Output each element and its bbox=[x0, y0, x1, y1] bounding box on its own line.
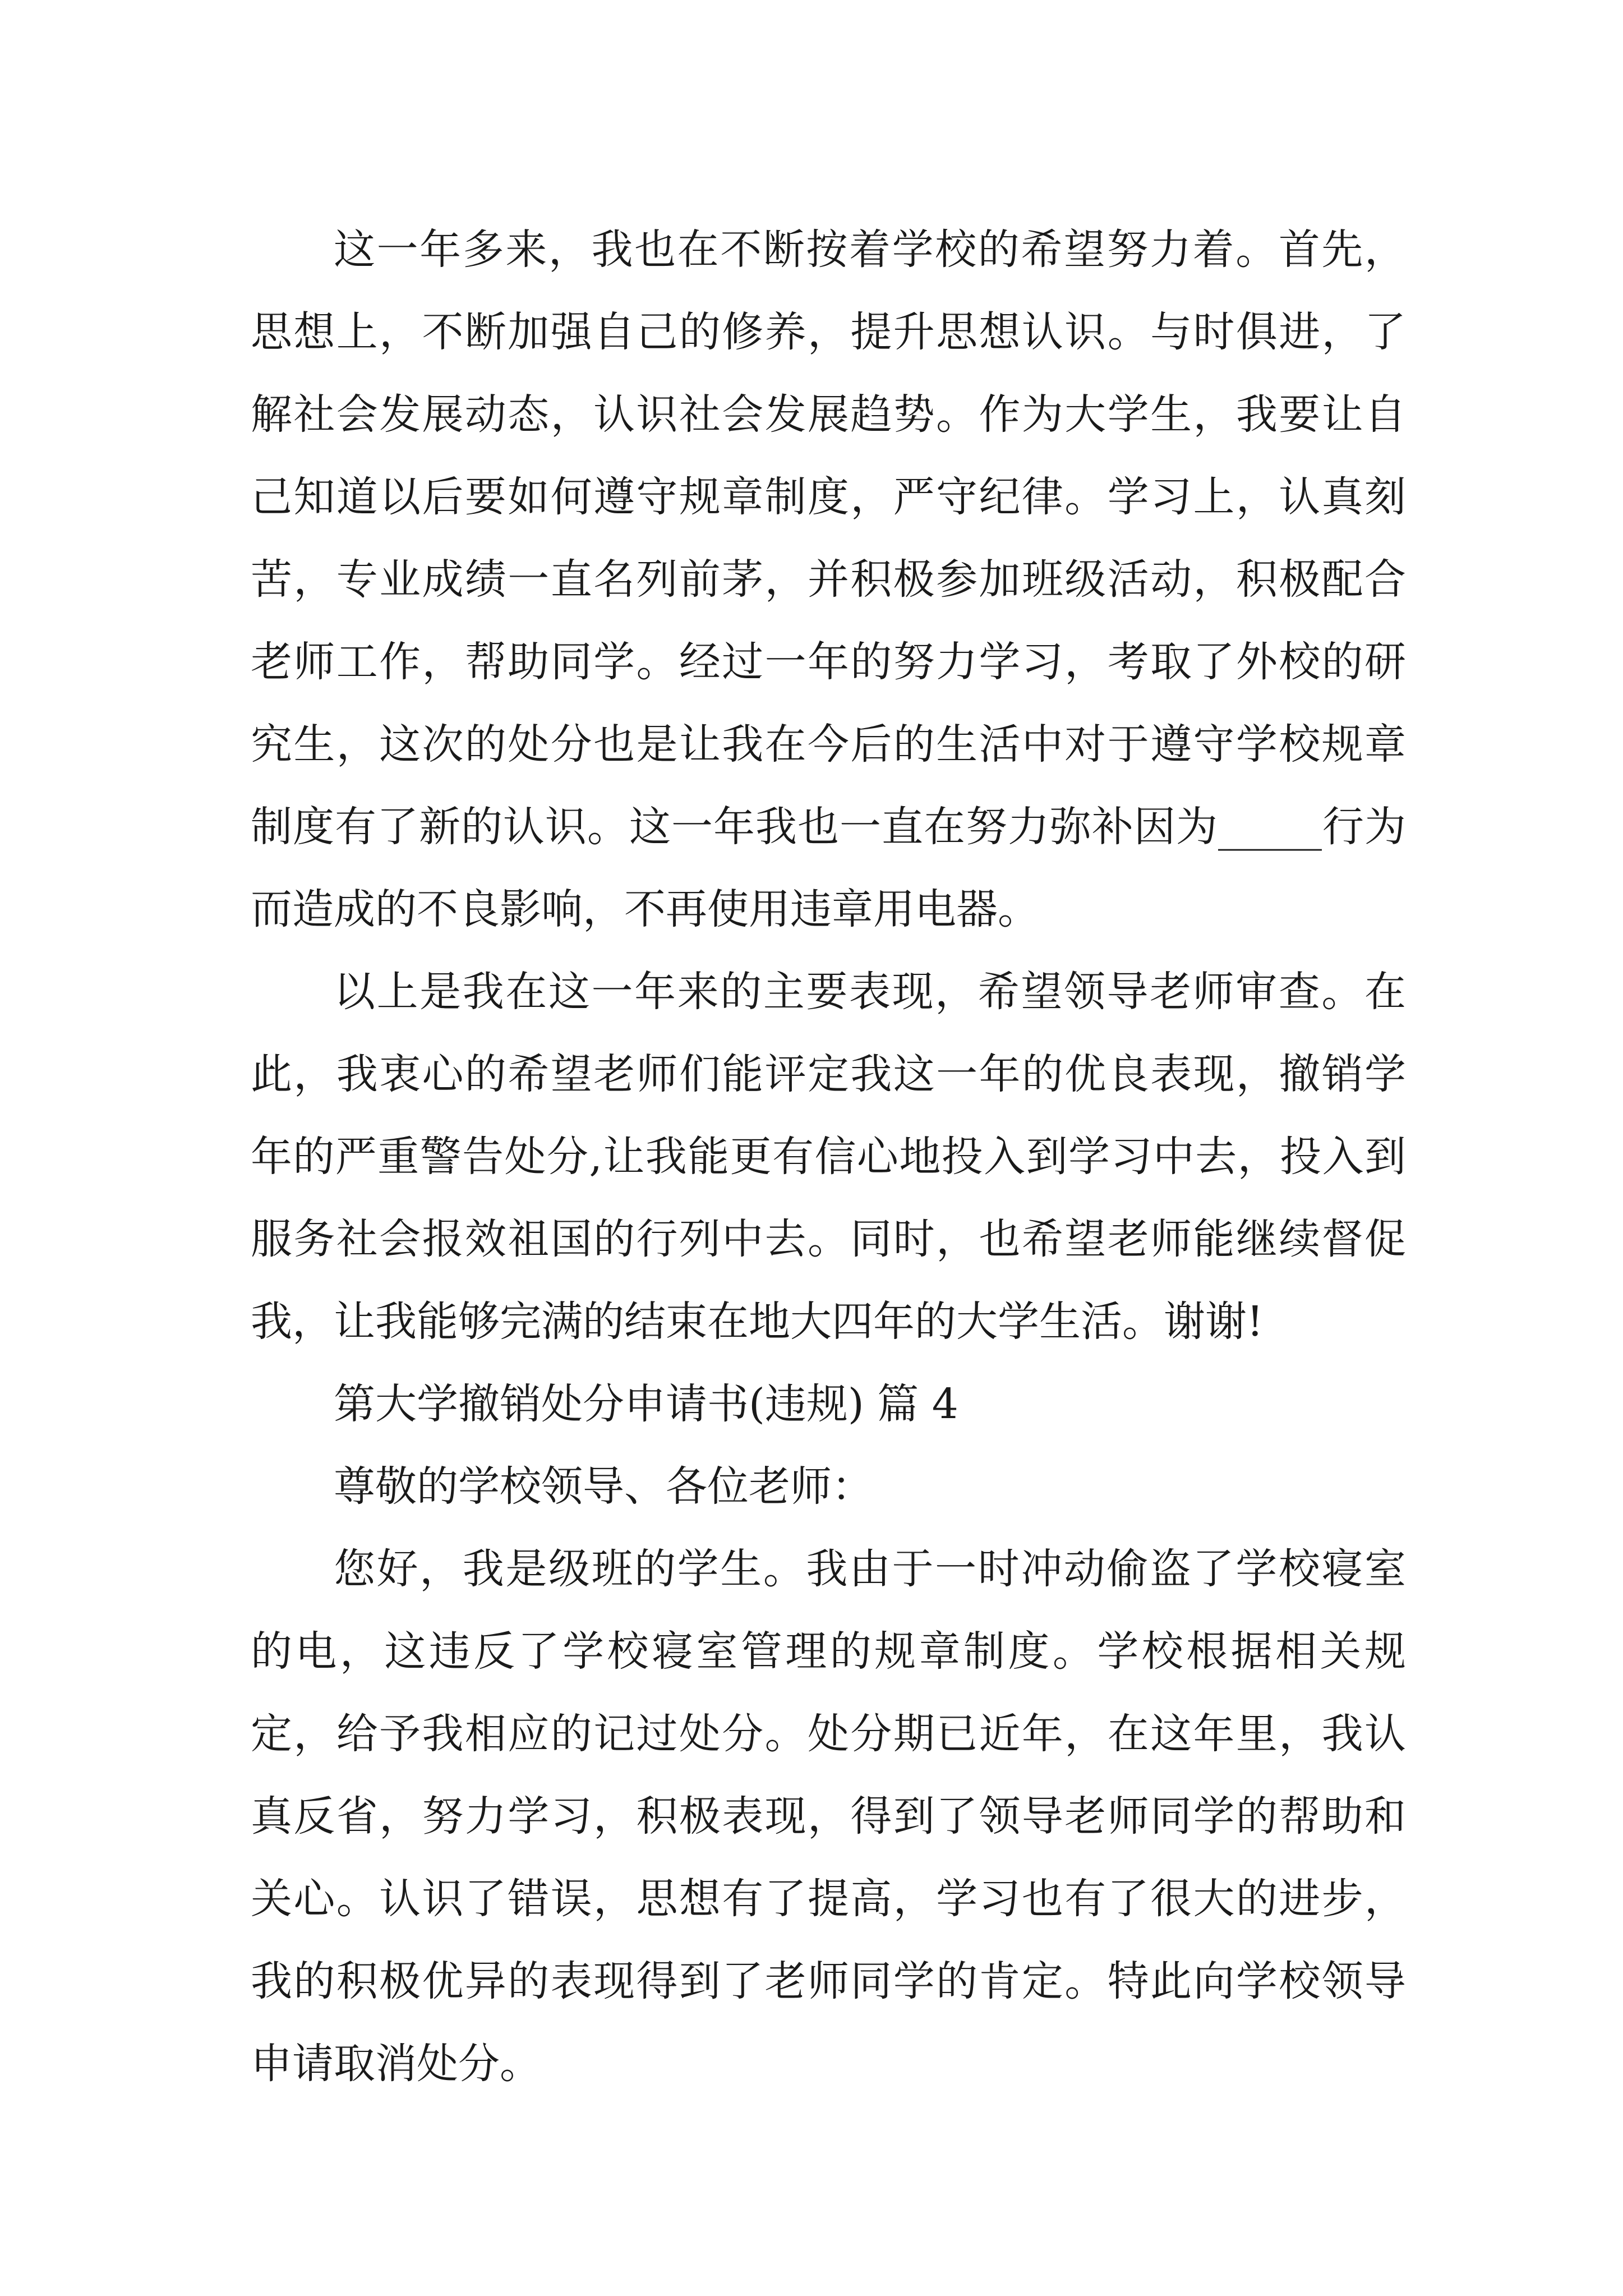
paragraph-request-review: 以上是我在这一年来的主要表现，希望领导老师审查。在此，我衷心的希望老师们能评定我这一年的优良表现，撤销学年的严重警告处分,让我能更有信心地投入到学习中去，投入到服务社会报效祖国的行列中去。同时，也希望老师能继续督促我，让我能够完满的结束在地大四年的大学生活。谢谢! bbox=[251, 968, 1406, 1346]
paragraph-self-improvement: 这一年多来，我也在不断按着学校的希望努力着。首先，思想上，不断加强自己的修养，提升思想认识。与时俱进，了解社会发展动态，认识社会发展趋势。作为大学生，我要让自己知道以后要如何遵守规章制度，严守纪律。学习上，认真刻苦，专业成绩一直名列前茅，并积极参加班级活动，积极配合老师工作，帮助同学。经过一年的努力学习，考取了外校的研究生，这次的处分也是让我在今后的生活中对于遵守学校规章制度有了新的认识。这一年我也一直在努力弥补因为_____行为而造成的不良影响，不再使用违章用电器。 bbox=[251, 226, 1406, 933]
section-heading: 第大学撤销处分申请书(违规) 篇 4 bbox=[334, 1380, 958, 1428]
salutation: 尊敬的学校领导、各位老师： bbox=[334, 1462, 873, 1511]
document-body bbox=[251, 209, 1406, 2105]
paragraph-application: 您好，我是级班的学生。我由于一时冲动偷盗了学校寝室的电，这违反了学校寝室管理的规章制度。学校根据相关规定，给予我相应的记过处分。处分期已近年，在这年里，我认真反省，努力学习，积极表现，得到了领导老师同学的帮助和关心。认识了错误，思想有了提高，学习也有了很大的进步，我的积极优异的表现得到了老师同学的肯定。特此向学校领导申请取消处分。 bbox=[251, 1545, 1406, 2088]
